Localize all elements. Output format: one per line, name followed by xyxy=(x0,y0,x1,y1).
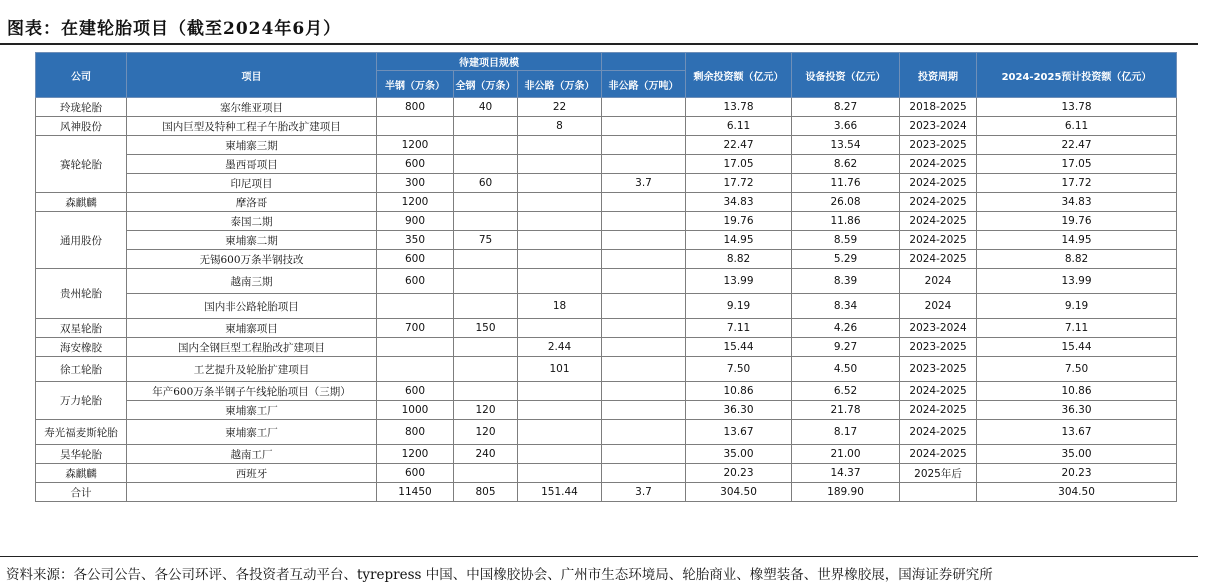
offroad-tons-cell xyxy=(602,231,686,250)
all-steel-cell: 60 xyxy=(454,174,518,193)
all-steel-cell xyxy=(454,136,518,155)
all-steel-cell xyxy=(454,212,518,231)
forecast-cell: 9.19 xyxy=(977,294,1177,319)
offroad-units-cell xyxy=(518,136,602,155)
table-body xyxy=(36,98,1177,502)
forecast-cell: 10.86 xyxy=(977,382,1177,401)
period-cell: 2024 xyxy=(900,269,977,294)
semi-steel-cell: 600 xyxy=(377,155,454,174)
offroad-tons-cell xyxy=(602,420,686,445)
semi-steel-cell xyxy=(377,338,454,357)
equipment-cell: 8.34 xyxy=(792,294,900,319)
offroad-units-cell: 8 xyxy=(518,117,602,136)
all-steel-cell: 120 xyxy=(454,401,518,420)
forecast-cell: 8.82 xyxy=(977,250,1177,269)
header-offroad-tons: 非公路（万吨） xyxy=(602,71,686,98)
total-semi-steel-cell: 11450 xyxy=(377,483,454,502)
remaining-cell: 19.76 xyxy=(686,212,792,231)
semi-steel-cell: 700 xyxy=(377,319,454,338)
project-cell: 年产600万条半钢子午线轮胎项目（三期） xyxy=(127,382,377,401)
company-cell: 徐工轮胎 xyxy=(36,357,127,382)
header-forecast: 2024-2025预计投资额（亿元） xyxy=(977,53,1177,98)
all-steel-cell: 40 xyxy=(454,98,518,117)
equipment-cell: 13.54 xyxy=(792,136,900,155)
period-cell: 2023-2025 xyxy=(900,357,977,382)
offroad-units-cell: 18 xyxy=(518,294,602,319)
period-cell: 2024-2025 xyxy=(900,231,977,250)
semi-steel-cell xyxy=(377,357,454,382)
project-cell: 工艺提升及轮胎扩建项目 xyxy=(127,357,377,382)
offroad-tons-cell xyxy=(602,250,686,269)
remaining-cell: 9.19 xyxy=(686,294,792,319)
project-cell: 泰国二期 xyxy=(127,212,377,231)
table-row xyxy=(36,420,1177,445)
equipment-cell: 11.86 xyxy=(792,212,900,231)
header-capacity-group: 待建项目规模 xyxy=(377,53,602,71)
semi-steel-cell: 1200 xyxy=(377,445,454,464)
remaining-cell: 22.47 xyxy=(686,136,792,155)
offroad-tons-cell: 3.7 xyxy=(602,174,686,193)
all-steel-cell xyxy=(454,269,518,294)
bottom-rule xyxy=(0,556,1198,557)
semi-steel-cell: 800 xyxy=(377,98,454,117)
semi-steel-cell: 600 xyxy=(377,269,454,294)
offroad-tons-cell xyxy=(602,193,686,212)
offroad-units-cell xyxy=(518,445,602,464)
table-row xyxy=(36,357,1177,382)
equipment-cell: 21.00 xyxy=(792,445,900,464)
period-cell: 2025年后 xyxy=(900,464,977,483)
forecast-cell: 13.67 xyxy=(977,420,1177,445)
equipment-cell: 8.62 xyxy=(792,155,900,174)
forecast-cell: 13.78 xyxy=(977,98,1177,117)
header-offroad-units: 非公路（万条） xyxy=(518,71,602,98)
forecast-cell: 13.99 xyxy=(977,269,1177,294)
offroad-tons-cell xyxy=(602,357,686,382)
semi-steel-cell: 350 xyxy=(377,231,454,250)
period-cell: 2023-2025 xyxy=(900,338,977,357)
company-cell: 海安橡胶 xyxy=(36,338,127,357)
table-row xyxy=(36,98,1177,117)
total-offroad-units-cell: 151.44 xyxy=(518,483,602,502)
header-blank xyxy=(602,53,686,71)
remaining-cell: 35.00 xyxy=(686,445,792,464)
company-cell: 赛轮轮胎 xyxy=(36,136,127,193)
all-steel-cell xyxy=(454,193,518,212)
table-row xyxy=(36,338,1177,357)
semi-steel-cell xyxy=(377,294,454,319)
offroad-tons-cell xyxy=(602,338,686,357)
header-semi-steel: 半钢（万条） xyxy=(377,71,454,98)
company-cell: 贵州轮胎 xyxy=(36,269,127,319)
period-cell: 2024-2025 xyxy=(900,420,977,445)
table-row xyxy=(36,401,1177,420)
project-cell: 国内非公路轮胎项目 xyxy=(127,294,377,319)
semi-steel-cell: 1000 xyxy=(377,401,454,420)
all-steel-cell xyxy=(454,250,518,269)
table-row xyxy=(36,269,1177,294)
header-period: 投资周期 xyxy=(900,53,977,98)
offroad-tons-cell xyxy=(602,382,686,401)
equipment-cell: 26.08 xyxy=(792,193,900,212)
table-row xyxy=(36,294,1177,319)
project-cell: 柬埔寨二期 xyxy=(127,231,377,250)
forecast-cell: 22.47 xyxy=(977,136,1177,155)
remaining-cell: 7.50 xyxy=(686,357,792,382)
table-row xyxy=(36,319,1177,338)
equipment-cell: 14.37 xyxy=(792,464,900,483)
company-cell: 昊华轮胎 xyxy=(36,445,127,464)
total-forecast-cell: 304.50 xyxy=(977,483,1177,502)
remaining-cell: 14.95 xyxy=(686,231,792,250)
remaining-cell: 13.78 xyxy=(686,98,792,117)
forecast-cell: 34.83 xyxy=(977,193,1177,212)
period-cell: 2024-2025 xyxy=(900,401,977,420)
project-cell: 柬埔寨工厂 xyxy=(127,420,377,445)
equipment-cell: 4.50 xyxy=(792,357,900,382)
offroad-units-cell xyxy=(518,155,602,174)
header-project: 项目 xyxy=(127,53,377,98)
forecast-cell: 17.05 xyxy=(977,155,1177,174)
forecast-cell: 7.50 xyxy=(977,357,1177,382)
offroad-units-cell: 101 xyxy=(518,357,602,382)
total-label-cell: 合计 xyxy=(36,483,127,502)
equipment-cell: 8.59 xyxy=(792,231,900,250)
equipment-cell: 8.39 xyxy=(792,269,900,294)
forecast-cell: 36.30 xyxy=(977,401,1177,420)
table-row xyxy=(36,193,1177,212)
offroad-tons-cell xyxy=(602,269,686,294)
table-row xyxy=(36,231,1177,250)
equipment-cell: 8.27 xyxy=(792,98,900,117)
forecast-cell: 15.44 xyxy=(977,338,1177,357)
all-steel-cell xyxy=(454,464,518,483)
offroad-units-cell xyxy=(518,401,602,420)
table-row xyxy=(36,136,1177,155)
semi-steel-cell xyxy=(377,117,454,136)
semi-steel-cell: 600 xyxy=(377,464,454,483)
remaining-cell: 34.83 xyxy=(686,193,792,212)
top-rule xyxy=(0,43,1198,45)
all-steel-cell xyxy=(454,382,518,401)
all-steel-cell: 120 xyxy=(454,420,518,445)
forecast-cell: 7.11 xyxy=(977,319,1177,338)
table-row xyxy=(36,155,1177,174)
equipment-cell: 3.66 xyxy=(792,117,900,136)
source-note: 资料来源：各公司公告、各公司环评、各投资者互动平台、tyrepress 中国、中国橡胶协会、广州市生态环境局、轮胎商业、橡塑装备、世界橡胶展，国海证券研究所 xyxy=(6,567,993,583)
company-cell: 双星轮胎 xyxy=(36,319,127,338)
project-cell: 国内巨型及特种工程子午胎改扩建项目 xyxy=(127,117,377,136)
total-equipment-cell: 189.90 xyxy=(792,483,900,502)
project-cell: 柬埔寨三期 xyxy=(127,136,377,155)
equipment-cell: 4.26 xyxy=(792,319,900,338)
semi-steel-cell: 600 xyxy=(377,382,454,401)
company-cell: 寿光福麦斯轮胎 xyxy=(36,420,127,445)
remaining-cell: 15.44 xyxy=(686,338,792,357)
equipment-cell: 8.17 xyxy=(792,420,900,445)
semi-steel-cell: 300 xyxy=(377,174,454,193)
forecast-cell: 17.72 xyxy=(977,174,1177,193)
company-cell: 万力轮胎 xyxy=(36,382,127,420)
remaining-cell: 10.86 xyxy=(686,382,792,401)
offroad-tons-cell xyxy=(602,319,686,338)
offroad-units-cell xyxy=(518,269,602,294)
all-steel-cell xyxy=(454,117,518,136)
offroad-tons-cell xyxy=(602,155,686,174)
header-company: 公司 xyxy=(36,53,127,98)
offroad-tons-cell xyxy=(602,445,686,464)
project-cell: 越南三期 xyxy=(127,269,377,294)
table-row xyxy=(36,212,1177,231)
semi-steel-cell: 600 xyxy=(377,250,454,269)
forecast-cell: 20.23 xyxy=(977,464,1177,483)
semi-steel-cell: 1200 xyxy=(377,136,454,155)
period-cell: 2024-2025 xyxy=(900,212,977,231)
offroad-units-cell xyxy=(518,174,602,193)
company-cell: 森麒麟 xyxy=(36,464,127,483)
all-steel-cell xyxy=(454,155,518,174)
header-remaining: 剩余投资额（亿元） xyxy=(686,53,792,98)
company-cell: 通用股份 xyxy=(36,212,127,269)
forecast-cell: 19.76 xyxy=(977,212,1177,231)
offroad-units-cell xyxy=(518,250,602,269)
offroad-tons-cell xyxy=(602,464,686,483)
remaining-cell: 7.11 xyxy=(686,319,792,338)
table-row xyxy=(36,464,1177,483)
table-row xyxy=(36,445,1177,464)
equipment-cell: 9.27 xyxy=(792,338,900,357)
period-cell: 2024-2025 xyxy=(900,155,977,174)
offroad-units-cell xyxy=(518,212,602,231)
total-offroad-tons-cell: 3.7 xyxy=(602,483,686,502)
period-cell: 2018-2025 xyxy=(900,98,977,117)
period-cell: 2024-2025 xyxy=(900,250,977,269)
period-cell: 2023-2025 xyxy=(900,136,977,155)
all-steel-cell: 75 xyxy=(454,231,518,250)
total-row xyxy=(36,483,1177,502)
all-steel-cell xyxy=(454,294,518,319)
project-cell: 西班牙 xyxy=(127,464,377,483)
project-cell: 柬埔寨工厂 xyxy=(127,401,377,420)
project-cell: 塞尔维亚项目 xyxy=(127,98,377,117)
tire-projects-table xyxy=(35,52,1177,502)
offroad-units-cell xyxy=(518,319,602,338)
all-steel-cell xyxy=(454,338,518,357)
offroad-units-cell: 2.44 xyxy=(518,338,602,357)
period-cell: 2023-2024 xyxy=(900,319,977,338)
all-steel-cell: 240 xyxy=(454,445,518,464)
equipment-cell: 5.29 xyxy=(792,250,900,269)
total-all-steel-cell: 805 xyxy=(454,483,518,502)
remaining-cell: 36.30 xyxy=(686,401,792,420)
remaining-cell: 8.82 xyxy=(686,250,792,269)
period-cell: 2024-2025 xyxy=(900,445,977,464)
offroad-units-cell: 22 xyxy=(518,98,602,117)
total-period-cell xyxy=(900,483,977,502)
equipment-cell: 21.78 xyxy=(792,401,900,420)
period-cell: 2024 xyxy=(900,294,977,319)
project-cell: 墨西哥项目 xyxy=(127,155,377,174)
remaining-cell: 13.99 xyxy=(686,269,792,294)
project-cell: 印尼项目 xyxy=(127,174,377,193)
table-row xyxy=(36,250,1177,269)
forecast-cell: 6.11 xyxy=(977,117,1177,136)
remaining-cell: 6.11 xyxy=(686,117,792,136)
period-cell: 2024-2025 xyxy=(900,193,977,212)
project-cell: 国内全钢巨型工程胎改扩建项目 xyxy=(127,338,377,357)
offroad-units-cell xyxy=(518,231,602,250)
offroad-tons-cell xyxy=(602,117,686,136)
remaining-cell: 17.72 xyxy=(686,174,792,193)
project-cell: 柬埔寨项目 xyxy=(127,319,377,338)
company-cell: 玲珑轮胎 xyxy=(36,98,127,117)
period-cell: 2023-2024 xyxy=(900,117,977,136)
period-cell: 2024-2025 xyxy=(900,382,977,401)
project-cell: 无锡600万条半钢技改 xyxy=(127,250,377,269)
offroad-tons-cell xyxy=(602,136,686,155)
equipment-cell: 11.76 xyxy=(792,174,900,193)
offroad-units-cell xyxy=(518,382,602,401)
offroad-units-cell xyxy=(518,420,602,445)
remaining-cell: 13.67 xyxy=(686,420,792,445)
offroad-tons-cell xyxy=(602,98,686,117)
offroad-tons-cell xyxy=(602,294,686,319)
semi-steel-cell: 800 xyxy=(377,420,454,445)
remaining-cell: 17.05 xyxy=(686,155,792,174)
company-cell: 风神股份 xyxy=(36,117,127,136)
offroad-units-cell xyxy=(518,193,602,212)
table-row xyxy=(36,382,1177,401)
offroad-tons-cell xyxy=(602,212,686,231)
table-row xyxy=(36,174,1177,193)
forecast-cell: 14.95 xyxy=(977,231,1177,250)
all-steel-cell: 150 xyxy=(454,319,518,338)
header-all-steel: 全钢（万条） xyxy=(454,71,518,98)
offroad-units-cell xyxy=(518,464,602,483)
total-project-cell xyxy=(127,483,377,502)
semi-steel-cell: 900 xyxy=(377,212,454,231)
project-cell: 越南工厂 xyxy=(127,445,377,464)
header-equipment: 设备投资（亿元） xyxy=(792,53,900,98)
all-steel-cell xyxy=(454,357,518,382)
forecast-cell: 35.00 xyxy=(977,445,1177,464)
remaining-cell: 20.23 xyxy=(686,464,792,483)
offroad-tons-cell xyxy=(602,401,686,420)
semi-steel-cell: 1200 xyxy=(377,193,454,212)
equipment-cell: 6.52 xyxy=(792,382,900,401)
project-cell: 摩洛哥 xyxy=(127,193,377,212)
total-remaining-cell: 304.50 xyxy=(686,483,792,502)
company-cell: 森麒麟 xyxy=(36,193,127,212)
table-row xyxy=(36,117,1177,136)
period-cell: 2024-2025 xyxy=(900,174,977,193)
figure-title: 图表：在建轮胎项目（截至2024年6月） xyxy=(7,19,342,39)
